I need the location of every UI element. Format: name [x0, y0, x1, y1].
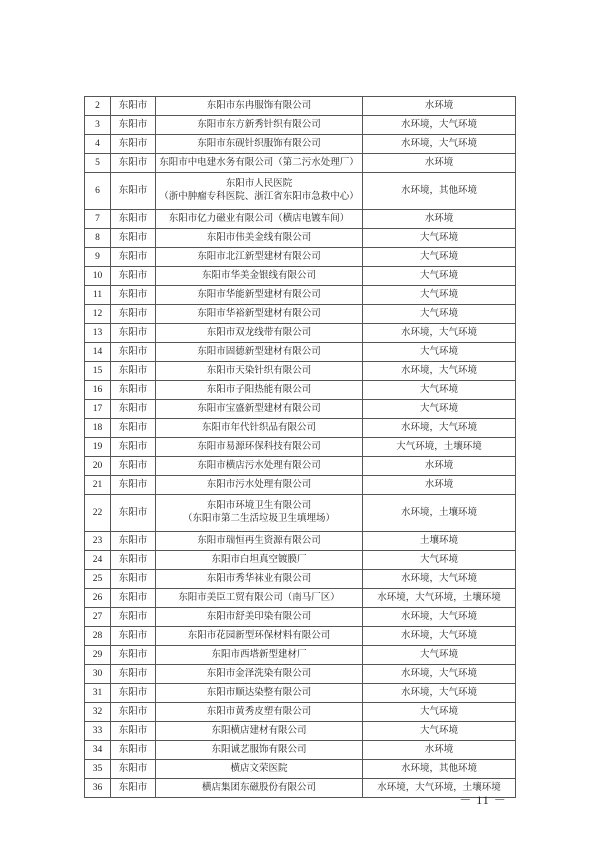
row-number: 23 [85, 532, 111, 551]
row-env: 水环境，大气环境 [363, 135, 516, 154]
row-number: 15 [85, 362, 111, 381]
row-env: 水环境，大气环境 [363, 608, 516, 627]
row-env: 水环境 [363, 476, 516, 495]
company-line: 东阳市白坦真空镀膜厂 [211, 554, 307, 565]
table-row [85, 154, 516, 173]
row-company [156, 324, 363, 343]
row-company [156, 154, 363, 173]
row-company [156, 343, 363, 362]
table-row [85, 135, 516, 154]
table-row [85, 589, 516, 608]
table-row [85, 267, 516, 286]
row-city: 东阳市 [111, 210, 156, 229]
company-line: 东阳市瑞恒再生资源有限公司 [197, 535, 321, 546]
company-line: 东阳市环境卫生有限公司 [206, 501, 312, 511]
company-line: 东阳市宝盛新型建材有限公司 [197, 403, 321, 414]
row-city: 东阳市 [111, 646, 156, 665]
row-number: 19 [85, 438, 111, 457]
row-env: 大气环境 [363, 286, 516, 305]
company-line: 东阳市西塔新型建材厂 [211, 649, 307, 660]
row-company [156, 532, 363, 551]
row-env: 水环境，大气环境，土壤环境 [363, 589, 516, 608]
row-city: 东阳市 [111, 608, 156, 627]
table-row [85, 684, 516, 703]
row-env: 大气环境 [363, 305, 516, 324]
row-env: 水环境，其他环境 [363, 173, 516, 210]
row-company [156, 438, 363, 457]
row-number: 26 [85, 589, 111, 608]
row-company [156, 248, 363, 267]
row-env: 水环境，大气环境 [363, 419, 516, 438]
table-row [85, 116, 516, 135]
row-city: 东阳市 [111, 779, 156, 798]
row-env: 水环境，其他环境 [363, 760, 516, 779]
row-env: 水环境，大气环境 [363, 665, 516, 684]
row-city: 东阳市 [111, 551, 156, 570]
table-row [85, 381, 516, 400]
row-company [156, 135, 363, 154]
row-city: 东阳市 [111, 135, 156, 154]
row-company [156, 419, 363, 438]
row-company [156, 267, 363, 286]
table-row [85, 173, 516, 210]
row-city: 东阳市 [111, 324, 156, 343]
company-line: 东阳市花园新型环保材料有限公司 [187, 630, 331, 641]
table-row [85, 608, 516, 627]
row-number: 5 [85, 154, 111, 173]
table-row [85, 570, 516, 589]
row-company [156, 646, 363, 665]
row-env: 水环境 [363, 457, 516, 476]
row-env: 水环境，土壤环境 [363, 495, 516, 532]
row-city: 东阳市 [111, 154, 156, 173]
row-env: 大气环境 [363, 381, 516, 400]
company-line: 东阳市顺达染整有限公司 [206, 687, 312, 698]
row-env: 水环境，大气环境，土壤环境 [363, 779, 516, 798]
company-line: 东阳市年代针织品有限公司 [201, 422, 316, 433]
row-company [156, 173, 363, 210]
row-city: 东阳市 [111, 343, 156, 362]
company-line: 东阳市北江新型建材有限公司 [197, 251, 321, 262]
row-city: 东阳市 [111, 457, 156, 476]
row-number: 18 [85, 419, 111, 438]
row-env: 大气环境 [363, 722, 516, 741]
row-number: 20 [85, 457, 111, 476]
row-city: 东阳市 [111, 684, 156, 703]
row-company [156, 608, 363, 627]
row-city: 东阳市 [111, 665, 156, 684]
row-company [156, 589, 363, 608]
row-number: 31 [85, 684, 111, 703]
row-env: 大气环境 [363, 703, 516, 722]
row-number: 14 [85, 343, 111, 362]
company-line: 东阳市美臣工贸有限公司（南马厂区） [178, 592, 340, 603]
row-number: 11 [85, 286, 111, 305]
enterprise-table-body [85, 97, 516, 798]
row-number: 32 [85, 703, 111, 722]
row-env: 水环境，大气环境 [363, 627, 516, 646]
company-line: 东阳市固德新型建材有限公司 [197, 346, 321, 357]
table-row [85, 419, 516, 438]
table-row [85, 760, 516, 779]
table-row [85, 532, 516, 551]
row-company [156, 116, 363, 135]
row-company [156, 760, 363, 779]
row-number: 4 [85, 135, 111, 154]
row-number: 2 [85, 97, 111, 116]
row-env: 水环境 [363, 97, 516, 116]
row-city: 东阳市 [111, 305, 156, 324]
table-row [85, 324, 516, 343]
row-env: 大气环境 [363, 551, 516, 570]
row-env: 水环境 [363, 154, 516, 173]
row-city: 东阳市 [111, 267, 156, 286]
row-env: 大气环境 [363, 400, 516, 419]
table-row [85, 248, 516, 267]
company-line: 东阳市秀华袜业有限公司 [206, 573, 312, 584]
row-city: 东阳市 [111, 116, 156, 135]
company-line: 东阳横店建材有限公司 [211, 725, 307, 736]
row-city: 东阳市 [111, 741, 156, 760]
row-number: 13 [85, 324, 111, 343]
table-row [85, 343, 516, 362]
row-city: 东阳市 [111, 381, 156, 400]
row-company [156, 210, 363, 229]
table-row [85, 476, 516, 495]
table-row [85, 646, 516, 665]
row-company [156, 570, 363, 589]
row-company [156, 665, 363, 684]
table-row [85, 210, 516, 229]
row-env: 大气环境 [363, 229, 516, 248]
row-env: 大气环境，土壤环境 [363, 438, 516, 457]
company-line: 东阳市中电建水务有限公司（第二污水处理厂） [159, 157, 359, 168]
company-line: （浙中肿瘤专科医院、浙江省东阳市急救中心） [159, 192, 359, 202]
row-company [156, 722, 363, 741]
row-city: 东阳市 [111, 627, 156, 646]
table-row [85, 97, 516, 116]
enterprise-table [84, 96, 516, 798]
row-env: 水环境，大气环境 [363, 116, 516, 135]
row-number: 30 [85, 665, 111, 684]
table-row [85, 722, 516, 741]
table-row [85, 438, 516, 457]
row-number: 3 [85, 116, 111, 135]
company-line: 东阳市人民医院 [225, 179, 293, 189]
row-city: 东阳市 [111, 589, 156, 608]
row-number: 35 [85, 760, 111, 779]
company-line: 东阳市双龙线带有限公司 [206, 327, 312, 338]
row-city: 东阳市 [111, 97, 156, 116]
table-row [85, 229, 516, 248]
table-row [85, 400, 516, 419]
row-city: 东阳市 [111, 362, 156, 381]
company-line: 东阳市伟美金线有限公司 [206, 232, 312, 243]
row-city: 东阳市 [111, 760, 156, 779]
row-number: 8 [85, 229, 111, 248]
company-line: 东阳市华裕新型建材有限公司 [197, 308, 321, 319]
row-city: 东阳市 [111, 400, 156, 419]
row-number: 6 [85, 173, 111, 210]
row-company [156, 495, 363, 532]
row-company [156, 305, 363, 324]
company-line: 东阳市金泽洗染有限公司 [206, 668, 312, 679]
row-city: 东阳市 [111, 419, 156, 438]
row-number: 25 [85, 570, 111, 589]
row-env: 大气环境 [363, 646, 516, 665]
row-number: 12 [85, 305, 111, 324]
table-row [85, 703, 516, 722]
row-env: 水环境 [363, 741, 516, 760]
company-line: 东阳市子阳热能有限公司 [206, 384, 312, 395]
row-city: 东阳市 [111, 286, 156, 305]
company-line: 东阳市黄秀皮塑有限公司 [206, 706, 312, 717]
row-company [156, 476, 363, 495]
table-row [85, 665, 516, 684]
row-number: 10 [85, 267, 111, 286]
row-number: 9 [85, 248, 111, 267]
row-company [156, 381, 363, 400]
table-row [85, 627, 516, 646]
row-company [156, 286, 363, 305]
row-company [156, 229, 363, 248]
row-city: 东阳市 [111, 173, 156, 210]
row-number: 22 [85, 495, 111, 532]
company-line: 东阳市天染针织有限公司 [206, 365, 312, 376]
row-company [156, 457, 363, 476]
row-env: 大气环境 [363, 343, 516, 362]
row-company [156, 627, 363, 646]
company-line: 东阳诚艺服饰有限公司 [211, 744, 307, 755]
row-city: 东阳市 [111, 722, 156, 741]
row-number: 33 [85, 722, 111, 741]
table-row [85, 305, 516, 324]
company-line: 东阳市东砚针织服饰有限公司 [197, 138, 321, 149]
row-company [156, 97, 363, 116]
row-number: 17 [85, 400, 111, 419]
row-env: 水环境 [363, 210, 516, 229]
company-line: 东阳市东方新秀针织有限公司 [197, 119, 321, 130]
row-env: 大气环境 [363, 267, 516, 286]
row-number: 28 [85, 627, 111, 646]
table-row [85, 362, 516, 381]
row-number: 29 [85, 646, 111, 665]
company-line: 横店集团东磁股份有限公司 [201, 782, 316, 793]
company-line: 东阳市舒美印染有限公司 [206, 611, 312, 622]
row-env: 土壤环境 [363, 532, 516, 551]
row-number: 27 [85, 608, 111, 627]
row-env: 水环境，大气环境 [363, 324, 516, 343]
page-number: － 11 － [459, 793, 507, 807]
table-row [85, 741, 516, 760]
table-row [85, 551, 516, 570]
table-row [85, 286, 516, 305]
row-company [156, 362, 363, 381]
row-env: 水环境，大气环境 [363, 362, 516, 381]
row-city: 东阳市 [111, 248, 156, 267]
company-line: 东阳市华能新型建材有限公司 [197, 289, 321, 300]
row-env: 水环境，大气环境 [363, 684, 516, 703]
company-line: 东阳市污水处理有限公司 [206, 479, 312, 490]
row-company [156, 400, 363, 419]
row-env: 水环境，大气环境 [363, 570, 516, 589]
row-company [156, 703, 363, 722]
company-line: 横店文荣医院 [230, 763, 288, 774]
row-company [156, 551, 363, 570]
company-line: 东阳市亿力磁业有限公司（横店电镀车间） [168, 213, 350, 224]
row-city: 东阳市 [111, 438, 156, 457]
row-company [156, 684, 363, 703]
row-number: 7 [85, 210, 111, 229]
row-city: 东阳市 [111, 570, 156, 589]
row-city: 东阳市 [111, 703, 156, 722]
company-line: （东阳市第二生活垃圾卫生填埋场） [182, 514, 335, 524]
company-line: 东阳市东冉服饰有限公司 [206, 100, 312, 111]
row-number: 16 [85, 381, 111, 400]
company-line: 东阳市易源环保科技有限公司 [197, 441, 321, 452]
row-company [156, 741, 363, 760]
row-number: 36 [85, 779, 111, 798]
row-company [156, 779, 363, 798]
row-number: 21 [85, 476, 111, 495]
row-city: 东阳市 [111, 476, 156, 495]
table-row [85, 495, 516, 532]
row-city: 东阳市 [111, 532, 156, 551]
row-city: 东阳市 [111, 495, 156, 532]
table-row [85, 457, 516, 476]
row-number: 34 [85, 741, 111, 760]
row-city: 东阳市 [111, 229, 156, 248]
row-env: 大气环境 [363, 248, 516, 267]
row-number: 24 [85, 551, 111, 570]
company-line: 东阳市华美金银线有限公司 [201, 270, 316, 281]
company-line: 东阳市横店污水处理有限公司 [197, 460, 321, 471]
